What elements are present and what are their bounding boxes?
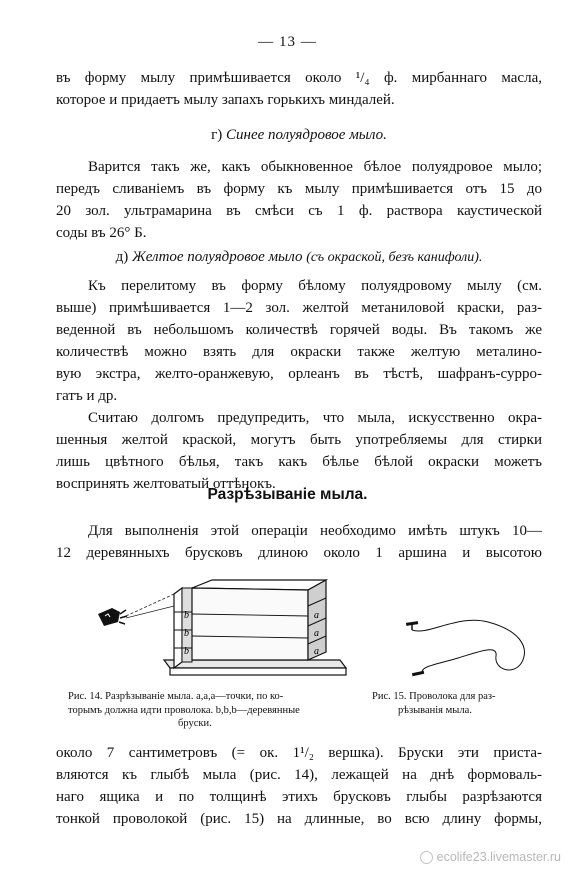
section-letter: г) <box>211 127 223 143</box>
figure-14-caption <box>68 690 300 731</box>
text-line: лишь цвѣтного бѣлья, такъ какъ бѣлье бѣлой окраски можетъ <box>56 454 542 470</box>
caption-line: бруски. <box>178 718 212 729</box>
text-line: выше) примѣшивается 1—2 зол. желтой метаниловой краски, раз- <box>56 300 542 316</box>
watermark-text: ecolife23.livemaster.ru <box>436 850 561 864</box>
watermark <box>420 850 561 864</box>
label-a: a <box>314 628 319 639</box>
label-a: a <box>314 646 319 657</box>
text-line: тонкой проволокой (рис. 15) на длинные, во всю длину формы, <box>56 811 542 827</box>
figure-15-caption <box>372 690 496 717</box>
text-line: вляются къ глыбѣ мыла (рис. 14), лежащей на днѣ формоваль- <box>56 767 542 783</box>
text-line: 20 зол. ультрамарина въ смѣси съ 1 ф. раствора каустической <box>56 203 542 219</box>
text-line: веденной въ небольшомъ количествѣ горячей воды. Въ такомъ же <box>56 322 542 338</box>
text-line: гатъ и др. <box>56 388 118 404</box>
section-heading-cutting: Разрѣзываніе мыла. <box>207 486 368 503</box>
label-b: b <box>184 610 189 621</box>
text-line: количествѣ можно взять для окраски также желтую металино- <box>56 344 542 360</box>
text-line: Считаю долгомъ предупредить, что мыла, искусственно окра- <box>88 410 542 426</box>
section-subtitle: (съ окраской, безъ канифоли). <box>306 250 483 265</box>
caption-line: рѣзыванія мыла. <box>398 704 472 716</box>
text-line: шенныя желтой краской, могутъ быть употребляемы для стирки <box>56 432 542 448</box>
text-line: въ форму мылу примѣшивается около ¹/₄ ф. мирбаннаго масла, <box>56 70 542 86</box>
figure-15-illustration <box>398 606 538 684</box>
section-title: Синее полуядровое мыло. <box>226 127 387 143</box>
label-b: b <box>184 628 189 639</box>
text-line: Варится такъ же, какъ обыкновенное бѣлое полуядровое мыло; <box>88 159 542 175</box>
text-line: передъ сливаніемъ въ форму къ мылу примѣшивается отъ 15 до <box>56 181 542 197</box>
text-line: вую экстра, желто-оранжевую, орлеанъ въ тѣстѣ, шафранъ-суррo- <box>56 366 542 382</box>
caption-line: торымъ должна идти проволока. b,b,b—деревянные <box>68 704 300 716</box>
caption-line: Рис. 15. Проволока для раз- <box>372 691 496 702</box>
text-line: 12 деревянныхъ брусковъ длиною около 1 аршина и высотою <box>56 545 542 561</box>
label-b: b <box>184 646 189 657</box>
label-a: a <box>314 610 319 621</box>
text-line: около 7 сантиметровъ (= ок. 1¹/₂ вершка). Бруски эти приста- <box>56 745 542 761</box>
text-line: Для выполненія этой операціи необходимо имѣть штукъ 10— <box>88 523 542 539</box>
caption-line: Рис. 14. Разрѣзываніе мыла. a,a,a—точки, по ко- <box>68 691 284 702</box>
section-heading-d <box>56 246 542 269</box>
text-line: соды въ 26° Б. <box>56 225 147 241</box>
hand-icon <box>98 608 127 626</box>
page-number: — 13 — <box>258 34 317 50</box>
text-line: наго ящика и по толщинѣ этихъ брусковъ глыбы разрѣзаются <box>56 789 542 805</box>
section-title: Желтое полуядровое мыло <box>132 249 303 265</box>
text-line: которое и придаетъ мылу запахъ горькихъ миндалей. <box>56 92 395 108</box>
text-line: Къ перелитому въ форму бѣлому полуядровому мылу (см. <box>88 278 542 294</box>
section-letter: д) <box>115 249 129 265</box>
text-line: воспринять желтоватый оттѣнокъ. <box>56 476 276 492</box>
section-heading-g <box>56 124 542 146</box>
figure-14-illustration <box>90 578 358 680</box>
livemaster-logo-icon <box>420 851 433 864</box>
